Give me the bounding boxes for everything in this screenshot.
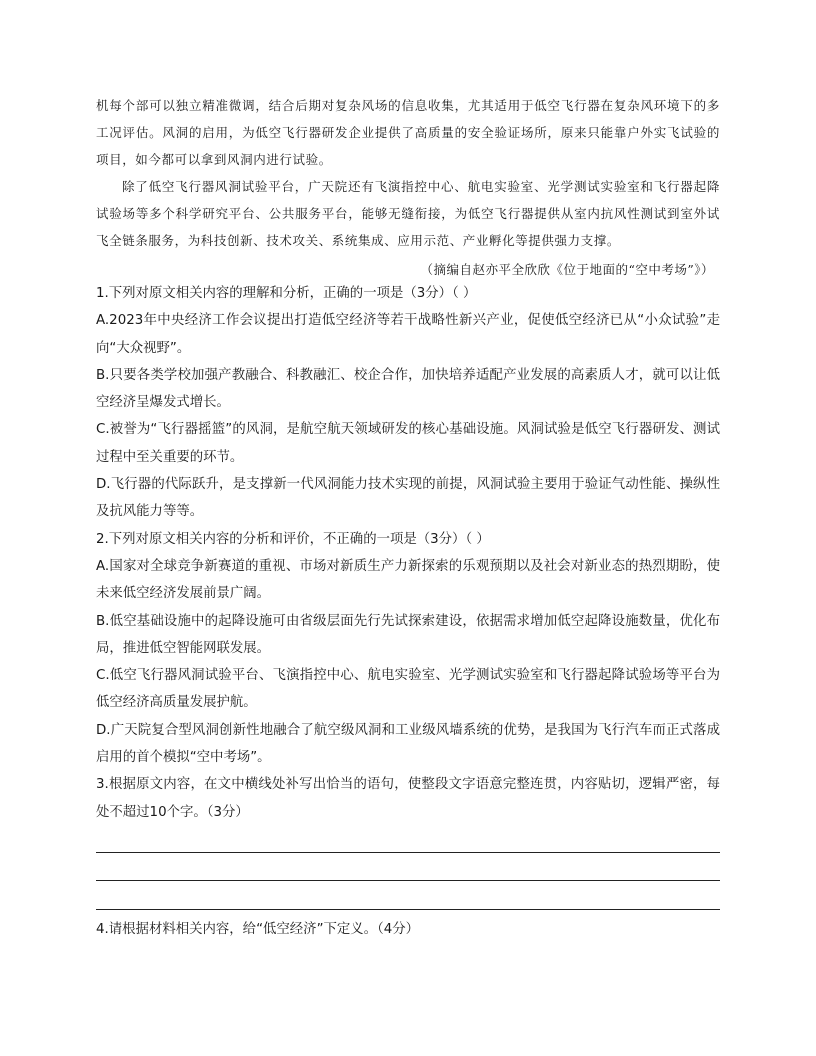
answer-lines — [96, 830, 720, 910]
exam-page — [96, 92, 720, 943]
question-4 — [96, 916, 720, 943]
passage-source: （摘编自赵亦平全欣欣《位于地面的“空中考场”》） — [420, 262, 714, 277]
question-2-option-b: B.低空基础设施中的起降设施可由省级层面先行先试探索建设，依据需求增加低空起降设施数量，优化布局，推进低空智能网联发展。 — [96, 613, 720, 656]
answer-line[interactable] — [96, 830, 720, 853]
passage-paragraph-1: 机每个部可以独立精准微调，结合后期对复杂风场的信息收集，尤其适用于低空飞行器在复杂风环境下的多工况评估。风洞的启用，为低空飞行器研发企业提供了高质量的安全验证场所，原来只能靠户外实飞试验的项目，如今都可以拿到风洞内进行试验。 — [96, 98, 720, 167]
question-2-option-c: C.低空飞行器风洞试验平台、飞演指控中心、航电实验室、光学测试实验室和飞行器起降试验场等平台为低空经济高质量发展护航。 — [96, 668, 720, 711]
question-4-stem: 4.请根据材料相关内容，给“低空经济”下定义。（4分） — [96, 921, 420, 937]
question-3-stem: 3.根据原文内容，在文中横线处补写出恰当的语句，使整段文字语意完整连贯，内容贴切，逻辑严密，每处不超过10个字。（3分） — [96, 777, 720, 820]
question-2-stem: 2.下列对原文相关内容的分析和评价，不正确的一项是（3分）（ ） — [96, 531, 490, 547]
question-1-option-c: C.被誉为“飞行器摇篮”的风洞，是航空航天领域研发的核心基础设施。风洞试验是低空飞行器研发、测试过程中至关重要的环节。 — [96, 422, 720, 465]
question-1-option-a: A.2023年中央经济工作会议提出打造低空经济等若干战略性新兴产业，促使低空经济已从“小众试验”走向“大众视野”。 — [96, 313, 720, 356]
question-1-option-b: B.只要各类学校加强产教融合、科教融汇、校企合作，加快培养适配产业发展的高素质人才，就可以让低空经济呈爆发式增长。 — [96, 367, 720, 411]
question-2-option-a: A.国家对全球竞争新赛道的重视、市场对新质生产力新探索的乐观预期以及社会对新业态的热烈期盼，使未来低空经济发展前景广阔。 — [96, 558, 720, 602]
question-1 — [96, 280, 720, 526]
question-1-option-d: D.飞行器的代际跃升，是支撑新一代风洞能力技术实现的前提，风洞试验主要用于验证气动性能、操纵性及抗风能力等等。 — [96, 477, 720, 520]
passage-paragraph-2: 除了低空飞行器风洞试验平台，广天院还有飞演指控中心、航电实验室、光学测试实验室和飞行器起降试验场等多个科学研究平台、公共服务平台，能够无缝衔接，为低空飞行器提供从室内抗风性测试到室外试飞全链条服务，为科技创新、技术攻关、系统集成、应用示范、产业孵化等提供强力支撑。 — [96, 179, 720, 248]
question-2 — [96, 526, 720, 772]
answer-line[interactable] — [96, 881, 720, 910]
question-3 — [96, 771, 720, 910]
answer-line[interactable] — [96, 853, 720, 882]
question-2-option-d: D.广天院复合型风洞创新性地融合了航空级风洞和工业级风墙系统的优势，是我国为飞行汽车而正式落成启用的首个模拟“空中考场”。 — [96, 722, 720, 766]
question-1-stem: 1.下列对原文相关内容的理解和分析，正确的一项是（3分）（ ） — [96, 286, 477, 301]
